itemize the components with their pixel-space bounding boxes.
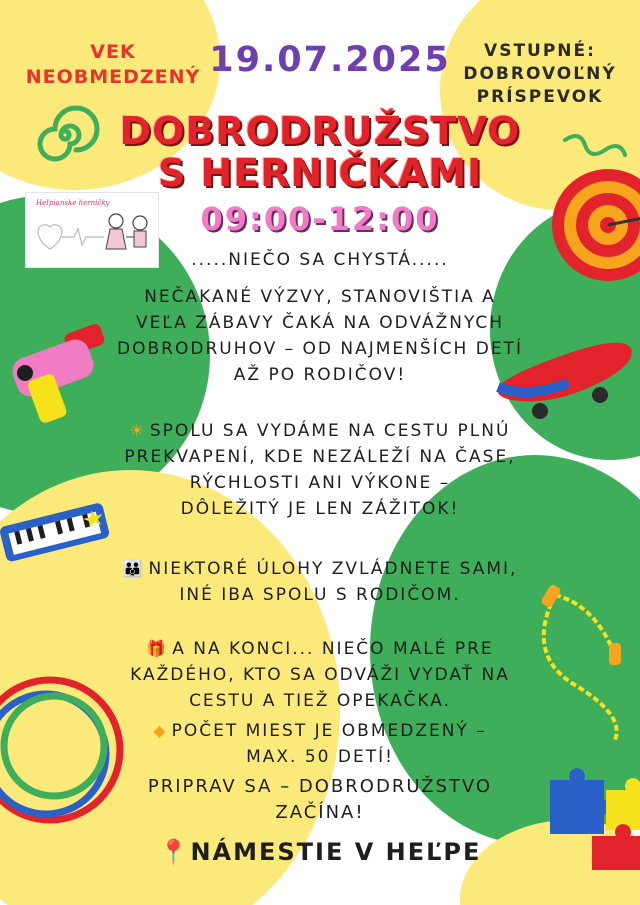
capacity-line: MAX. 50 DETÍ!	[246, 747, 394, 767]
paragraph-tasks	[60, 556, 580, 608]
capacity-line	[60, 718, 580, 744]
location-text: NÁMESTIE V HEĽPE	[190, 838, 482, 866]
intro-line: VEĽA ZÁBAVY ČAKÁ NA ODVÁŽNYCH	[135, 313, 505, 333]
age-label-line2: NEOBMEDZENÝ	[25, 66, 201, 88]
entry-fee-line1: VSTUPNÉ:	[484, 41, 596, 61]
event-title-line2: S HERNIČKAMI	[157, 151, 483, 195]
age-label	[18, 40, 208, 90]
journey-line: PREKVAPENÍ, KDE NEZÁLEŽÍ NA ČASE,	[124, 447, 516, 467]
paragraph-capacity	[60, 718, 580, 770]
event-date: 19.07.2025	[209, 40, 451, 80]
gift-icon: 🎁	[146, 639, 169, 658]
dartboard-icon	[548, 165, 640, 295]
closing-line: PRIPRAV SA – DOBRODRUŽSTVO	[147, 776, 493, 797]
diamond-icon: ◆	[153, 721, 168, 740]
family-icon: 👪	[122, 559, 145, 578]
teaser-text: .....NIEČO SA CHYSTÁ.....	[191, 250, 449, 270]
paragraph-journey	[60, 418, 580, 522]
gift-line-text: A NA KONCI... NIEČO MALÉ PRE	[172, 639, 494, 659]
intro-line: AŽ PO RODIČOV!	[233, 365, 407, 385]
intro-line: DOBRODRUHOV – OD NAJMENŠÍCH DETÍ	[117, 339, 523, 359]
journey-line-text: SPOLU SA VYDÁME NA CESTU PLNÚ	[149, 421, 511, 441]
entry-fee-line2: DOBROVOĽNÝ	[463, 64, 617, 84]
paragraph-intro	[60, 284, 580, 388]
intro-line: NEČAKANÉ VÝZVY, STANOVIŠTIA A	[144, 287, 496, 307]
entry-fee-label	[445, 40, 635, 109]
entry-fee-line3: PRÍSPEVOK	[476, 87, 604, 107]
closing-line: ZAČÍNA!	[275, 802, 365, 823]
age-label-line1: VEK	[90, 41, 136, 63]
event-location	[110, 838, 530, 866]
journey-line: DÔLEŽITÝ JE LEN ZÁŽITOK!	[180, 499, 460, 519]
tasks-line: INÉ IBA SPOLU S RODIČOM.	[179, 585, 461, 605]
sun-icon: ☀	[129, 421, 146, 440]
gift-line	[60, 636, 580, 662]
capacity-line-text: POČET MIEST JE OBMEDZENÝ –	[171, 721, 487, 741]
logo-caption: Heľpianske herničky	[36, 199, 110, 207]
paragraph-gift	[60, 636, 580, 714]
two-kids-heart-icon	[30, 207, 154, 263]
tasks-line	[60, 556, 580, 582]
closing-text	[60, 774, 580, 826]
tasks-line-text: NIEKTORÉ ÚLOHY ZVLÁDNETE SAMI,	[148, 559, 518, 579]
journey-line: RÝCHLOSTI ANI VÝKONE –	[189, 473, 451, 493]
event-title	[80, 110, 560, 194]
journey-line	[60, 418, 580, 444]
gift-line: CESTU A TIEŽ OPEKAČKA.	[189, 691, 451, 711]
event-time: 09:00-12:00	[200, 200, 440, 238]
gift-line: KAŽDÉHO, KTO SA ODVÁŽI VYDAŤ NA	[130, 665, 510, 685]
event-title-line1: DOBRODRUŽSTVO	[119, 109, 521, 153]
organizer-logo	[26, 193, 158, 267]
map-pin-icon: 📍	[158, 838, 191, 866]
